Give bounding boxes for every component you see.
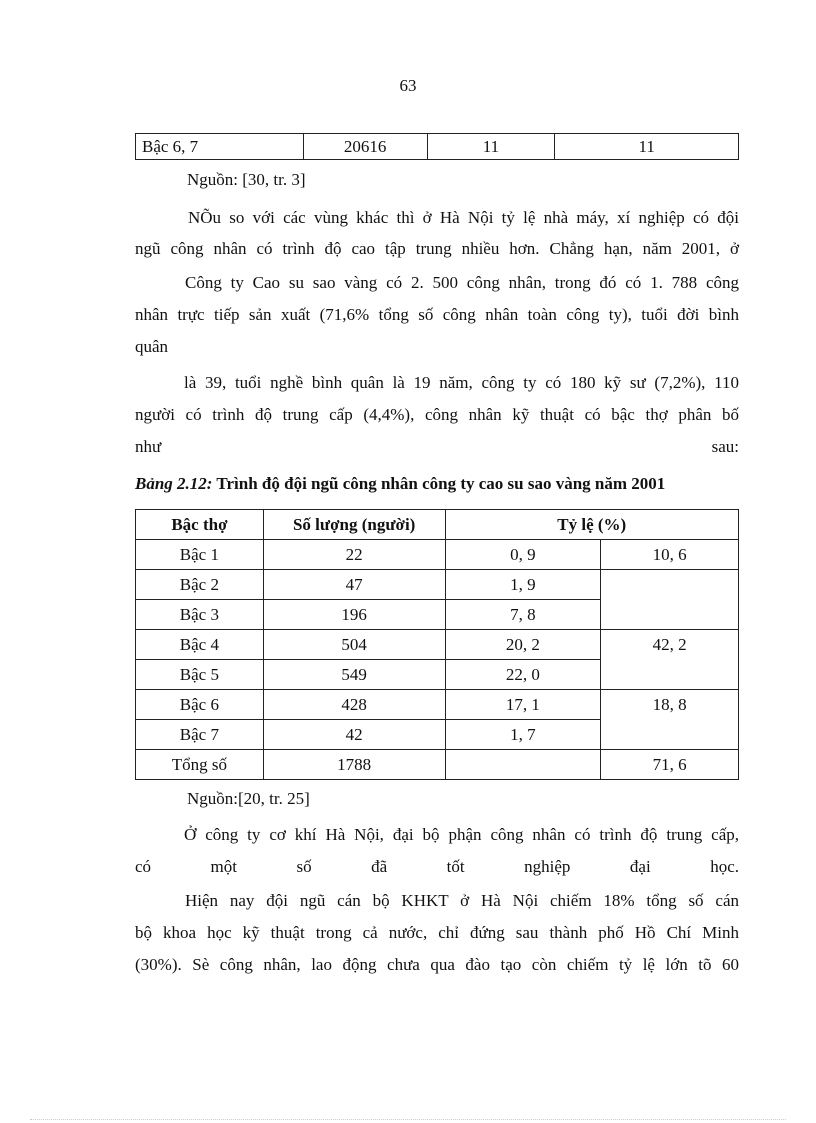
paragraph-line: bộ khoa học kỹ thuật trong cả nước, chỉ đứng sau thành phố Hồ Chí Minh — [135, 923, 739, 942]
word: học. — [710, 857, 739, 876]
table-cell: 47 — [263, 570, 445, 600]
paragraph-line: (30%). Sè công nhân, lao động chưa qua đào tạo còn chiếm tỷ lệ lớn tõ 60 — [135, 955, 739, 974]
table-cell: 20, 2 — [445, 630, 601, 660]
table-cell: Bậc 6, 7 — [136, 134, 304, 160]
column-header: Số lượng (người) — [263, 510, 445, 540]
table-cell: 7, 8 — [445, 600, 601, 630]
table-cell: Bậc 6 — [136, 690, 264, 720]
table-cell: 20616 — [303, 134, 427, 160]
paragraph-line: Công ty Cao su sao vàng có 2. 500 công nhân, trong đó có 1. 788 công — [185, 273, 739, 292]
table-cell: 1, 9 — [445, 570, 601, 600]
word: sau: — [711, 437, 739, 456]
table-cell: 0, 9 — [445, 540, 601, 570]
table-cell: Bậc 1 — [136, 540, 264, 570]
table-row — [136, 540, 739, 570]
table-cell: Bậc 4 — [136, 630, 264, 660]
table-row — [136, 690, 739, 720]
paragraph-line: là 39, tuổi nghề bình quân là 19 năm, công ty có 180 kỹ sư (7,2%), 110 — [184, 373, 739, 392]
word: đại — [629, 857, 651, 876]
word: có — [135, 857, 152, 876]
word: đã — [371, 857, 388, 876]
table-cell: 18, 8 — [601, 690, 739, 750]
caption-text: Trình độ đội ngũ công nhân công ty cao su sao vàng năm 2001 — [216, 474, 666, 493]
column-header: Bậc thợ — [136, 510, 264, 540]
table-header-row — [136, 510, 739, 540]
table-cell: 42 — [263, 720, 445, 750]
table-cell: 1, 7 — [445, 720, 601, 750]
table-cell: 428 — [263, 690, 445, 720]
paragraph-line — [135, 857, 739, 877]
table-cell: Bậc 2 — [136, 570, 264, 600]
table-row — [136, 570, 739, 600]
table-cell — [601, 570, 739, 630]
table-cell: Bậc 7 — [136, 720, 264, 750]
source-citation: Nguồn: [30, tr. 3] — [187, 170, 306, 189]
caption-label: Bảng 2.12: — [135, 474, 213, 493]
table-cell: Tổng số — [136, 750, 264, 780]
table-cell: 42, 2 — [601, 630, 739, 690]
table-total-row — [136, 750, 739, 780]
table-cell: Bậc 5 — [136, 660, 264, 690]
worker-level-table — [135, 509, 739, 780]
table-cell: 10, 6 — [601, 540, 739, 570]
table-caption — [135, 474, 739, 494]
table-cell: 71, 6 — [601, 750, 739, 780]
table-cell: 549 — [263, 660, 445, 690]
table-cell: 22 — [263, 540, 445, 570]
table-cell: 17, 1 — [445, 690, 601, 720]
word: tốt — [446, 857, 465, 876]
word: một — [210, 857, 237, 876]
table-cell: 22, 0 — [445, 660, 601, 690]
paragraph-line — [135, 437, 739, 457]
table-cell: 1788 — [263, 750, 445, 780]
table-cell: 196 — [263, 600, 445, 630]
page-number: 63 — [399, 76, 417, 95]
table-cell: 11 — [427, 134, 555, 160]
table-cell: Bậc 3 — [136, 600, 264, 630]
table-row — [136, 630, 739, 660]
paragraph-line: nhân trực tiếp sản xuất (71,6% tổng số công nhân toàn công ty), tuổi đời bình — [135, 305, 739, 324]
paragraph-line: Hiện nay đội ngũ cán bộ KHKT ở Hà Nội chiếm 18% tổng số cán — [185, 891, 739, 910]
table-cell — [445, 750, 601, 780]
word: số — [296, 857, 312, 876]
top-table — [135, 133, 739, 160]
page-bottom-divider — [30, 1119, 786, 1120]
word: như — [135, 437, 162, 456]
paragraph-line: ngũ công nhân có trình độ cao tập trung nhiều hơn. Chẳng hạn, năm 2001, ở — [135, 239, 739, 258]
paragraph-line: quân — [135, 337, 169, 356]
paragraph-line: NÕu so với các vùng khác thì ở Hà Nội tỷ lệ nhà máy, xí nghiệp có đội — [188, 208, 739, 227]
paragraph-line: Ở công ty cơ khí Hà Nội, đại bộ phận công nhân có trình độ trung cấp, — [184, 825, 739, 844]
table-row — [136, 134, 739, 160]
source-citation: Nguồn:[20, tr. 25] — [187, 789, 310, 808]
column-header: Tỷ lệ (%) — [445, 510, 738, 540]
table-cell: 11 — [555, 134, 739, 160]
table-cell: 504 — [263, 630, 445, 660]
word: nghiệp — [524, 857, 571, 876]
paragraph-line: người có trình độ trung cấp (4,4%), công nhân kỹ thuật có bậc thợ phân bố — [135, 405, 739, 424]
